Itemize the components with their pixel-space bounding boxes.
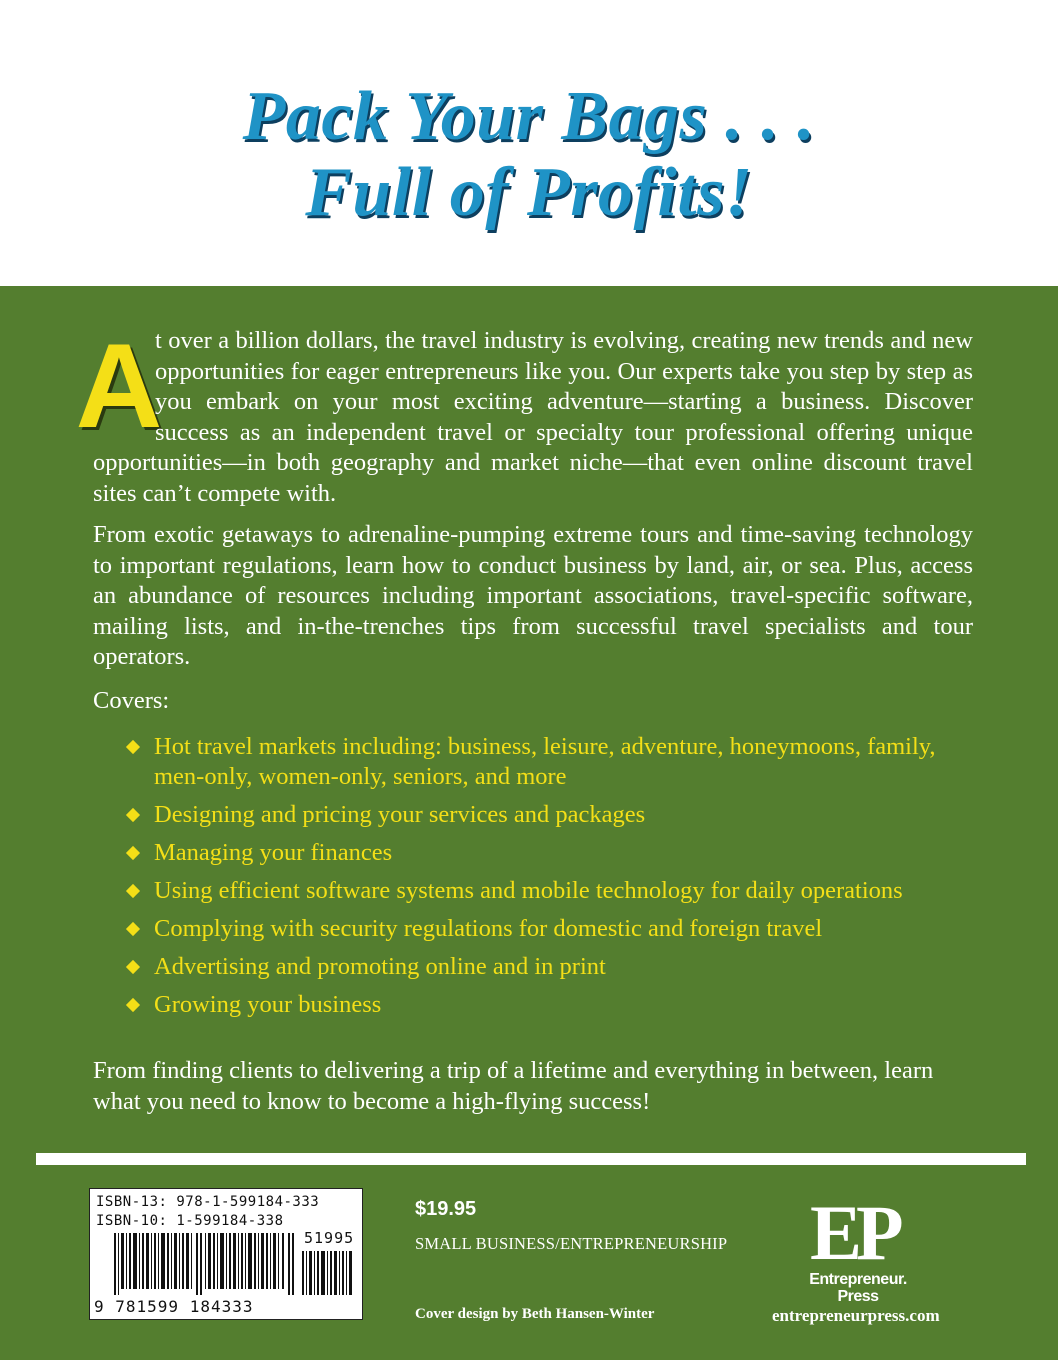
price-barcode-icon: [302, 1251, 354, 1295]
headline-band: [0, 0, 1058, 286]
cover-credit: Cover design by Beth Hansen-Winter: [415, 1306, 655, 1322]
diamond-bullet-icon: [126, 922, 140, 936]
publisher-name-line-2: Press: [837, 1288, 879, 1305]
barcode-bars-icon: [114, 1233, 294, 1295]
covers-list: [128, 732, 988, 1028]
covers-list-item: Designing and pricing your services and packages: [128, 800, 988, 830]
intro-text: t over a billion dollars, the travel industry is evolving, creating new trends and new opportunities for eager entrepreneurs like you. Our experts take you step by step as you embark on your most exciting adventure—starting a business. Discover success as an independent travel or specialty tour professional offering unique opportunities—in both geography and market niche—that even online discount travel sites can’t compete with.: [93, 327, 973, 507]
covers-list-item: Complying with security regulations for domestic and foreign travel: [128, 914, 988, 944]
diamond-bullet-icon: [126, 740, 140, 754]
description-paragraph: From exotic getaways to adrenaline-pumping extreme tours and time-saving technology to important regulations, learn how to conduct business by land, air, or sea. Plus, access an abundance of resources including important associations, travel-specific software, mailing lists, and in-the-trenches tips from successful travel specialists and tour operators.: [93, 521, 973, 670]
price: $19.95: [415, 1198, 477, 1220]
drop-cap: A: [75, 319, 163, 453]
barcode-digits: 9 781599 184333: [94, 1297, 254, 1316]
publisher-name: [808, 1271, 908, 1305]
isbn-10: ISBN-10: 1-599184-338: [96, 1213, 284, 1229]
diamond-bullet-icon: [126, 960, 140, 974]
divider-rule: [36, 1153, 1026, 1165]
isbn-barcode: [89, 1188, 363, 1320]
diamond-bullet-icon: [126, 884, 140, 898]
price-code: 51995: [304, 1229, 355, 1247]
publisher-url: entrepreneurpress.com: [772, 1306, 940, 1325]
diamond-bullet-icon: [126, 846, 140, 860]
publisher-logo: EP: [810, 1189, 898, 1276]
covers-list-item: Advertising and promoting online and in print: [128, 952, 988, 982]
headline-line-1: Pack Your Bags . . .: [242, 78, 816, 155]
covers-list-item: Hot travel markets including: business, leisure, adventure, honeymoons, family, men-only, women-only, seniors, and more: [128, 732, 988, 792]
diamond-bullet-icon: [126, 808, 140, 822]
covers-list-item: Growing your business: [128, 990, 988, 1020]
intro-paragraph: [75, 319, 973, 509]
back-cover-panel: [0, 286, 1058, 1360]
covers-list-item: Using efficient software systems and mobile technology for daily operations: [128, 876, 988, 906]
isbn-13: ISBN-13: 978-1-599184-333: [96, 1194, 320, 1210]
category: SMALL BUSINESS/ENTREPRENEURSHIP: [415, 1234, 728, 1253]
headline-line-2: Full of Profits!: [305, 154, 753, 231]
closing-paragraph: From finding clients to delivering a trip of a lifetime and everything in between, learn what you need to know to become a high-flying success!: [93, 1057, 934, 1115]
covers-label: Covers:: [93, 687, 170, 714]
covers-list-item: Managing your finances: [128, 838, 988, 868]
diamond-bullet-icon: [126, 998, 140, 1012]
publisher-name-line-1: Entrepreneur.: [809, 1271, 907, 1288]
